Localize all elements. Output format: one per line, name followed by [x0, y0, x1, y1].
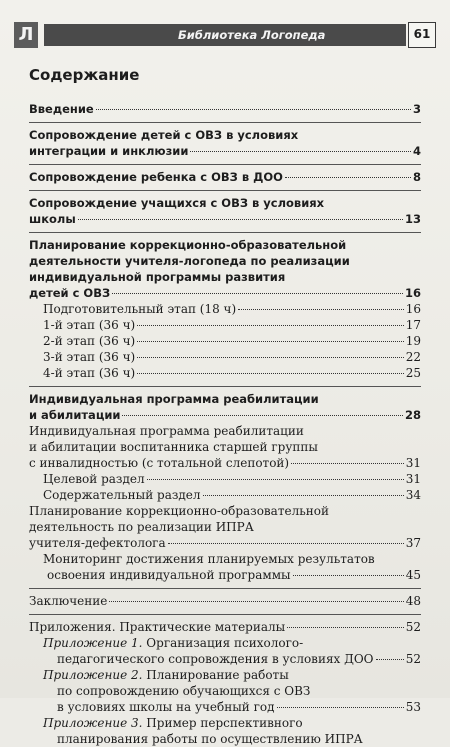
- toc-entry[interactable]: [29, 195, 421, 227]
- toc-entry[interactable]: [29, 101, 421, 117]
- toc-page-number: 4: [412, 144, 421, 158]
- page-header: [14, 22, 436, 48]
- toc-entry-text: Приложение 1. Организация психолого-: [43, 636, 304, 650]
- toc-entry-text: Планирование коррекционно-образовательной: [29, 504, 329, 518]
- dot-leader: [147, 479, 404, 480]
- toc-entry[interactable]: [29, 349, 421, 365]
- toc-entry-text: Приложение 2. Планирование работы: [43, 668, 289, 682]
- toc-entry-text: Введение: [29, 102, 94, 116]
- toc-page-number: 25: [405, 366, 421, 380]
- section-divider: [29, 614, 421, 615]
- dot-leader: [168, 543, 404, 544]
- section-divider: [29, 190, 421, 191]
- toc-entry[interactable]: [29, 365, 421, 381]
- toc-entry-text: по сопровождению обучающихся с ОВЗ: [57, 684, 311, 698]
- dot-leader: [277, 707, 404, 708]
- dot-leader: [238, 309, 404, 310]
- dot-leader: [96, 109, 411, 110]
- toc-page-number: 22: [405, 350, 421, 364]
- page-title: Содержание: [29, 66, 140, 84]
- toc-entry-text: индивидуальной программы развития: [29, 270, 286, 284]
- toc-entry-text: Сопровождение учащихся с ОВЗ в условиях: [29, 196, 325, 210]
- page-number: 61: [408, 22, 436, 48]
- dot-leader: [78, 219, 403, 220]
- toc-entry[interactable]: [29, 169, 421, 185]
- section-divider: [29, 232, 421, 233]
- dot-leader: [109, 601, 403, 602]
- toc-page-number: 19: [405, 334, 421, 348]
- toc-entry-text: и абилитации: [29, 408, 121, 422]
- toc-entry-text: Приложение 3. Пример перспективного: [43, 716, 303, 730]
- toc-entry[interactable]: [29, 127, 421, 159]
- toc-entry-text: Сопровождение ребенка с ОВЗ в ДОО: [29, 170, 283, 184]
- toc-entry-text: интеграции и инклюзии: [29, 144, 189, 158]
- dot-leader: [285, 177, 411, 178]
- toc-entry-text: деятельности учителя-логопеда по реализации: [29, 254, 350, 268]
- toc-page-number: 3: [412, 102, 421, 116]
- toc-entry-text: учителя-дефектолога: [29, 536, 166, 550]
- toc-page-number: 45: [405, 568, 421, 582]
- dot-leader: [137, 357, 404, 358]
- series-title: Библиотека Логопеда: [44, 24, 406, 46]
- toc-entry-text: и абилитации воспитанника старшей группы: [29, 440, 318, 454]
- toc-entry-text: с инвалидностью (с тотальной слепотой): [29, 456, 290, 470]
- toc-page-number: 8: [412, 170, 421, 184]
- dot-leader: [203, 495, 404, 496]
- toc-page-number: 17: [405, 318, 421, 332]
- toc-entry[interactable]: [29, 317, 421, 333]
- toc-entry-text: Заключение: [29, 594, 108, 608]
- toc-entry[interactable]: [29, 715, 421, 747]
- toc-entry[interactable]: [29, 237, 421, 301]
- section-divider: [29, 386, 421, 387]
- toc-entry[interactable]: [29, 333, 421, 349]
- toc-entry[interactable]: [29, 551, 421, 583]
- toc-entry[interactable]: [29, 635, 421, 667]
- toc-entry-text: 3-й этап (36 ч): [43, 350, 136, 364]
- toc-entry[interactable]: [29, 487, 421, 503]
- toc-entry-text: Мониторинг достижения планируемых результатов: [43, 552, 375, 566]
- toc-entry[interactable]: [29, 619, 421, 635]
- dot-leader: [112, 293, 403, 294]
- toc-entry-text: освоения индивидуальной программы: [47, 568, 291, 582]
- toc-entry-text: 4-й этап (36 ч): [43, 366, 136, 380]
- toc-entry[interactable]: [29, 593, 421, 609]
- toc-page-number: 31: [405, 472, 421, 486]
- toc-entry-text: Планирование коррекционно-образовательной: [29, 238, 347, 252]
- dot-leader: [376, 659, 404, 660]
- toc-entry[interactable]: [29, 301, 421, 317]
- section-divider: [29, 164, 421, 165]
- toc-entry-text: Целевой раздел: [43, 472, 145, 486]
- toc-entry[interactable]: [29, 391, 421, 423]
- toc-entry-text: Индивидуальная программа реабилитации: [29, 392, 319, 406]
- toc-entry-text: детей с ОВЗ: [29, 286, 111, 300]
- toc-entry-text: Подготовительный этап (18 ч): [43, 302, 237, 316]
- toc-page-number: 37: [405, 536, 421, 550]
- toc-entry-text: Индивидуальная программа реабилитации: [29, 424, 304, 438]
- toc-page-number: 52: [405, 620, 421, 634]
- toc-entry-text: Сопровождение детей с ОВЗ в условиях: [29, 128, 299, 142]
- toc-entry-text: 1-й этап (36 ч): [43, 318, 136, 332]
- dot-leader: [190, 151, 411, 152]
- toc-entry[interactable]: [29, 423, 421, 471]
- dot-leader: [291, 463, 404, 464]
- table-of-contents: [29, 101, 421, 747]
- toc-entry[interactable]: [29, 667, 421, 715]
- toc-entry-text: педагогического сопровождения в условиях ДОО: [57, 652, 374, 666]
- toc-page-number: 34: [405, 488, 421, 502]
- toc-entry-text: планирования работы по осуществлению ИПРА: [57, 732, 363, 746]
- toc-page-number: 16: [405, 302, 421, 316]
- section-divider: [29, 122, 421, 123]
- dot-leader: [137, 373, 404, 374]
- dot-leader: [122, 415, 403, 416]
- toc-page-number: 28: [404, 408, 421, 422]
- dot-leader: [293, 575, 404, 576]
- toc-entry-text: Содержательный раздел: [43, 488, 201, 502]
- toc-page-number: 16: [404, 286, 421, 300]
- toc-page-number: 48: [405, 594, 421, 608]
- toc-entry-text: школы: [29, 212, 76, 226]
- toc-page-number: 53: [405, 700, 421, 714]
- toc-entry-text: Приложения. Практические материалы: [29, 620, 286, 634]
- toc-page-number: 31: [405, 456, 421, 470]
- section-divider: [29, 588, 421, 589]
- toc-entry-text: деятельность по реализации ИПРА: [29, 520, 254, 534]
- toc-entry[interactable]: [29, 503, 421, 551]
- toc-page-number: 52: [405, 652, 421, 666]
- toc-entry[interactable]: [29, 471, 421, 487]
- toc-page-number: 13: [404, 212, 421, 226]
- toc-entry-text: 2-й этап (36 ч): [43, 334, 136, 348]
- series-logo: Л: [14, 22, 38, 48]
- toc-entry-text: в условиях школы на учебный год: [57, 700, 275, 714]
- dot-leader: [137, 325, 404, 326]
- dot-leader: [287, 627, 404, 628]
- dot-leader: [137, 341, 404, 342]
